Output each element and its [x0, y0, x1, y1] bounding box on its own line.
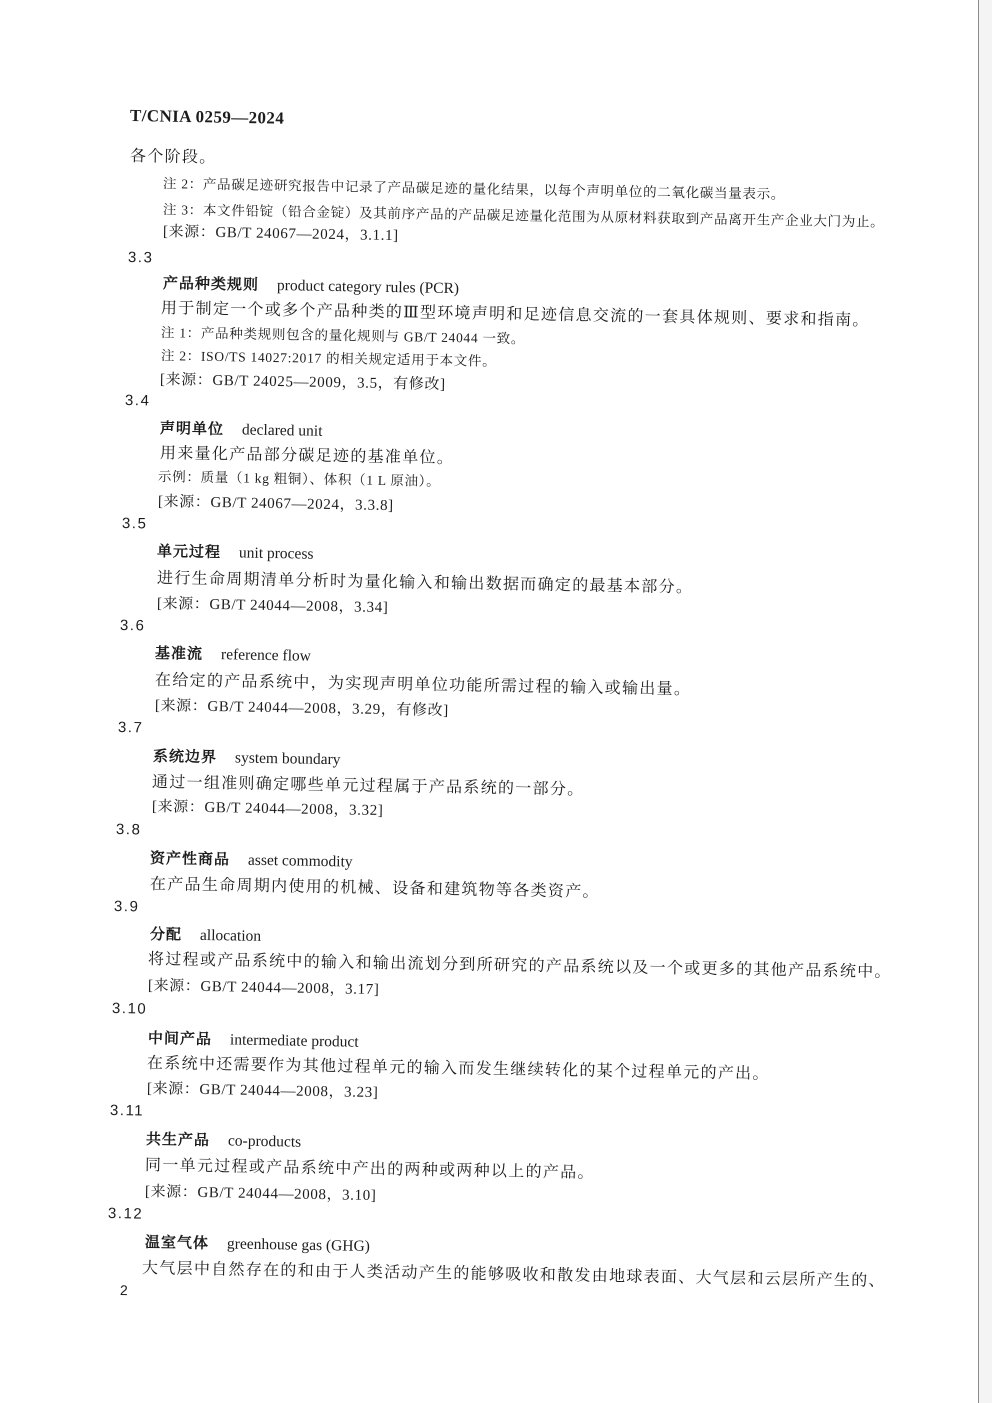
term-en: reference flow	[220, 646, 312, 665]
entry-source-3-3: [来源：GB/T 24025—2009，3.5，有修改]	[159, 372, 446, 393]
entry-number-3-10: 3.10	[111, 1000, 148, 1018]
intro-text: 各个阶段。	[129, 148, 217, 167]
entry-number-3-8: 3.8	[115, 821, 142, 839]
entry-number-3-7: 3.7	[117, 719, 144, 737]
term-en: system boundary	[234, 749, 341, 769]
scan-page-edge	[978, 0, 979, 1403]
intro-note-2: 注 2：产品碳足迹研究报告中记录了产品碳足迹的量化结果，以每个声明单位的二氧化碳当量表示。	[162, 176, 786, 202]
entry-term-3-9	[150, 924, 261, 946]
entry-source-3-11: [来源：GB/T 24044—2008，3.10]	[144, 1184, 377, 1205]
term-en: declared unit	[241, 421, 323, 440]
entry-number-3-3: 3.3	[127, 249, 154, 267]
entry-number-3-9: 3.9	[113, 898, 140, 916]
entry-source-3-7: [来源：GB/T 24044—2008，3.32]	[151, 799, 384, 820]
entry-definition-3-12: 大气层中自然存在的和由于人类活动产生的能够吸收和散发由地球表面、大气层和云层所产生的、	[141, 1260, 886, 1290]
term-zh: 资产性商品	[149, 849, 231, 869]
entry-term-3-3	[163, 273, 459, 298]
term-en: greenhouse gas (GHG)	[226, 1235, 371, 1255]
entry-term-3-4	[160, 418, 323, 441]
entry-source-3-4: [来源：GB/T 24067—2024，3.3.8]	[157, 494, 394, 515]
entry-term-3-8	[150, 848, 353, 872]
entry-definition-3-7: 通过一组准则确定哪些单元过程属于产品系统的一部分。	[151, 774, 585, 799]
entry-note-1-3-3: 注 1：产品种类规则包含的量化规则与 GB/T 24044 一致。	[160, 325, 526, 347]
entry-definition-3-6: 在给定的产品系统中，为实现声明单位功能所需过程的输入或输出量。	[154, 672, 692, 699]
scan-edge-shade	[979, 0, 992, 1403]
term-zh: 系统边界	[152, 747, 218, 767]
entry-number-3-11: 3.11	[109, 1102, 145, 1120]
entry-term-3-12	[145, 1232, 370, 1256]
intro-source: [来源：GB/T 24067—2024，3.1.1]	[162, 224, 399, 245]
term-zh: 基准流	[154, 644, 204, 663]
term-en: asset commodity	[247, 851, 353, 871]
term-zh: 温室气体	[144, 1233, 210, 1253]
term-zh: 声明单位	[159, 419, 225, 439]
entry-term-3-7	[153, 746, 341, 769]
entry-term-3-6	[155, 643, 311, 666]
entry-example-3-4: 示例：质量（1 kg 粗铜）、体积（1 L 原油）。	[157, 469, 441, 489]
entry-definition-3-9: 将过程或产品系统中的输入和输出流划分到所研究的产品系统以及一个或更多的其他产品系统中。	[147, 951, 892, 981]
term-en: intermediate product	[229, 1031, 359, 1051]
entry-source-3-5: [来源：GB/T 24044—2008，3.34]	[156, 596, 389, 617]
term-zh: 分配	[149, 925, 183, 944]
term-zh: 单元过程	[156, 542, 222, 562]
entry-number-3-4: 3.4	[124, 392, 151, 410]
term-en: unit process	[238, 544, 314, 563]
entry-term-3-11	[146, 1129, 302, 1152]
entry-number-3-5: 3.5	[121, 515, 148, 533]
term-en: co-products	[227, 1132, 302, 1151]
term-zh: 共生产品	[145, 1130, 211, 1150]
term-zh: 产品种类规则	[162, 274, 260, 294]
document-number: T/CNIA 0259—2024	[129, 106, 285, 128]
entry-number-3-12: 3.12	[107, 1205, 144, 1223]
entry-definition-3-5: 进行生命周期清单分析时为量化输入和输出数据而确定的最基本部分。	[156, 570, 694, 597]
entry-definition-3-11: 同一单元过程或产品系统中产出的两种或两种以上的产品。	[144, 1157, 595, 1182]
entry-term-3-10	[148, 1028, 359, 1052]
entry-source-3-10: [来源：GB/T 24044—2008，3.23]	[146, 1081, 379, 1102]
entry-definition-3-10: 在系统中还需要作为其他过程单元的输入而发生继续转化的某个过程单元的产出。	[146, 1055, 770, 1083]
entry-source-3-6: [来源：GB/T 24044—2008，3.29，有修改]	[154, 698, 449, 720]
entry-term-3-5	[157, 541, 314, 564]
entry-number-3-6: 3.6	[119, 617, 146, 635]
entry-source-3-9: [来源：GB/T 24044—2008，3.17]	[147, 978, 380, 999]
intro-note-3: 注 3：本文件铅锭（铅合金锭）及其前序产品的产品碳足迹量化范围为从原材料获取到产品离开生产企业大门为止。	[162, 202, 885, 230]
term-zh: 中间产品	[147, 1029, 213, 1049]
entry-definition-3-4: 用来量化产品部分碳足迹的基准单位。	[159, 445, 455, 468]
page-number: 2	[119, 1282, 128, 1299]
term-en: allocation	[199, 926, 262, 945]
entry-definition-3-3: 用于制定一个或多个产品种类的Ⅲ型环境声明和足迹信息交流的一套具体规则、要求和指南。	[160, 300, 870, 330]
term-en: product category rules (PCR)	[276, 276, 460, 298]
entry-note-2-3-3: 注 2：ISO/TS 14027:2017 的相关规定适用于本文件。	[160, 348, 497, 369]
entry-definition-3-8: 在产品生命周期内使用的机械、设备和建筑物等各类资产。	[149, 876, 600, 901]
